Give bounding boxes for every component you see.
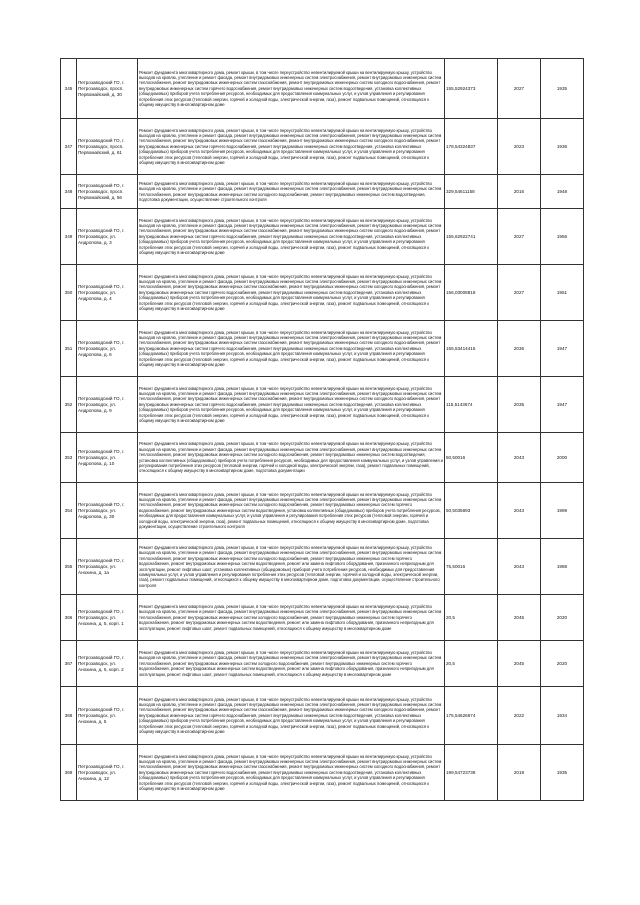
row-value-text: 155,62922741 bbox=[446, 234, 476, 239]
row-number-text: 349 bbox=[64, 234, 73, 239]
row-planned-year-text: 2036 bbox=[513, 346, 525, 351]
row-value bbox=[445, 433, 498, 483]
row-work-list bbox=[138, 175, 445, 209]
row-value bbox=[445, 119, 498, 175]
row-build-year-text: 1988 bbox=[556, 564, 568, 569]
row-build-year-text: 1936 bbox=[556, 144, 568, 149]
row-value-text: 156,03008818 bbox=[446, 290, 476, 295]
row-planned-year bbox=[498, 745, 541, 801]
row-work-list bbox=[138, 483, 445, 539]
row-number bbox=[61, 377, 77, 433]
row-value bbox=[445, 745, 498, 801]
row-address bbox=[77, 209, 138, 265]
row-work-list bbox=[138, 539, 445, 595]
row-address bbox=[77, 377, 138, 433]
row-value-text: 329,54611158 bbox=[446, 189, 475, 194]
row-planned-year bbox=[498, 321, 541, 377]
row-build-year-text: 1947 bbox=[556, 402, 568, 407]
row-build-year bbox=[541, 483, 584, 539]
row-value-text: 50,5035893 bbox=[446, 508, 471, 513]
row-number bbox=[61, 433, 77, 483]
row-work-list bbox=[138, 745, 445, 801]
row-work-list bbox=[138, 595, 445, 641]
row-address bbox=[77, 745, 138, 801]
row-value-text: 178,54324837 bbox=[446, 144, 476, 149]
table-row bbox=[61, 119, 584, 175]
row-planned-year-text: 2027 bbox=[513, 86, 525, 91]
row-number-text: 366 bbox=[64, 615, 73, 620]
row-number bbox=[61, 321, 77, 377]
table-row bbox=[61, 175, 584, 209]
capital-repair-table bbox=[60, 58, 584, 801]
row-address-text: Петрозаводский ГО, г. Петрозаводск, ул. Анохина, д. 12 bbox=[78, 763, 125, 781]
row-number-text: 347 bbox=[64, 144, 73, 149]
row-build-year bbox=[541, 433, 584, 483]
row-work-list-text: Ремонт фундамента многоквартирного дома, ремонт крыши, в том числе переустройство невентилируемой крыши на вентилируемую крышу, устройство выходов на кровлю, утепление и ремонт фасада, ремонт внутридомовых инженерных систем электроснабжения, ремонт внутридомовых инженерных систем теплоснабжения, ремонт внутридомовых инженерных систем холодного водоснабжения, ремонт внутридомовых инженерных систем водоотведения, установка коллективных (общедомовых) приборов учета потребления ресурсов, необходимых для предоставления коммунальных услуг, и узлов управления и регулирования потребления этих ресурсов (тепловой энергии, горячей и холодной воды, электрической энергии, газа), ремонт подвальных помещений, относящихся к общему имуществу в многоквартирном доме, подготовка документации bbox=[139, 441, 443, 474]
row-address-text: Петрозаводский ГО, г. Петрозаводск, ул. Андропова, д. 9 bbox=[78, 395, 125, 413]
row-value-text: 20,5 bbox=[446, 661, 455, 666]
table-row bbox=[61, 641, 584, 687]
row-planned-year bbox=[498, 119, 541, 175]
row-build-year-text: 1951 bbox=[556, 290, 568, 295]
row-address-text: Петрозаводский ГО, г. Петрозаводск, ул. Андропова, д. 30 bbox=[78, 501, 125, 519]
row-planned-year bbox=[498, 539, 541, 595]
row-work-list bbox=[138, 59, 445, 119]
row-work-list-text: Ремонт фундамента многоквартирного дома, ремонт крыши, в том числе переустройство невентилируемой крыши на вентилируемую крышу, устройство выходов на кровлю, утепление и ремонт фасада, ремонт внутридомовых инженерных систем электроснабжения, ремонт внутридомовых инженерных систем теплоснабжения, ремонт внутридомовых инженерных систем холодного водоснабжения, ремонт внутридомовых инженерных систем водоотведения, подготовка документации, осуществление строительного контроля bbox=[139, 180, 442, 202]
row-build-year-text: 1948 bbox=[556, 189, 568, 194]
row-value bbox=[445, 321, 498, 377]
row-address-text: Петрозаводский ГО, г. Петрозаводск, ул. Андропова, д. 3 bbox=[78, 227, 125, 245]
row-value-text: 50,50016 bbox=[446, 455, 466, 460]
row-number bbox=[61, 209, 77, 265]
table-row bbox=[61, 209, 584, 265]
row-build-year-text: 1935 bbox=[556, 770, 568, 775]
row-address-text: Петрозаводский ГО, г. Петрозаводск, ул. Анохина, д. 5, корп. 2 bbox=[78, 654, 125, 672]
row-build-year-text: 1999 bbox=[556, 508, 568, 513]
row-value bbox=[445, 539, 498, 595]
row-planned-year bbox=[498, 59, 541, 119]
row-work-list bbox=[138, 687, 445, 745]
row-number-text: 350 bbox=[64, 290, 73, 295]
row-work-list bbox=[138, 433, 445, 483]
row-value bbox=[445, 209, 498, 265]
row-build-year bbox=[541, 377, 584, 433]
row-planned-year bbox=[498, 687, 541, 745]
row-planned-year bbox=[498, 595, 541, 641]
row-planned-year-text: 2027 bbox=[513, 234, 525, 239]
row-address-text: Петрозаводский ГО, г. Петрозаводск, ул. Андропова, д. 10 bbox=[78, 448, 125, 466]
table-row bbox=[61, 745, 584, 801]
row-value bbox=[445, 175, 498, 209]
table-row bbox=[61, 483, 584, 539]
row-work-list bbox=[138, 119, 445, 175]
row-work-list bbox=[138, 265, 445, 321]
row-build-year bbox=[541, 59, 584, 119]
row-number-text: 352 bbox=[64, 402, 73, 407]
table-row bbox=[61, 687, 584, 745]
row-number bbox=[61, 175, 77, 209]
row-value-text: 20,5 bbox=[446, 615, 455, 620]
row-work-list-text: Ремонт фундамента многоквартирного дома, ремонт крыши, в том числе переустройство невентилируемой крыши на вентилируемую крышу, устройство выходов на кровлю, утепление и ремонт фасада, ремонт внутридомовых инженерных систем электроснабжения, ремонт внутридомовых инженерных систем теплоснабжения, ремонт внутридомовых инженерных систем холодного водоснабжения, ремонт внутридомовых инженерных систем горячего водоснабжения, ремонт внутридомовых инженерных систем водоотведения, ремонт или замена лифтового оборудования, признанного непригодным для эксплуатации, ремонт лифтовых шахт, ремонт подвальных помещений, относящихся к общему имуществу в многоквартирном доме bbox=[139, 649, 442, 677]
row-build-year bbox=[541, 175, 584, 209]
row-number bbox=[61, 539, 77, 595]
row-build-year bbox=[541, 119, 584, 175]
row-number bbox=[61, 59, 77, 119]
row-address bbox=[77, 119, 138, 175]
row-build-year-text: 2020 bbox=[556, 615, 568, 620]
row-planned-year bbox=[498, 209, 541, 265]
row-address-text: Петрозаводский ГО, г. Петрозаводск, ул. Андропова, д. 6 bbox=[78, 339, 125, 357]
row-planned-year bbox=[498, 377, 541, 433]
row-work-list bbox=[138, 209, 445, 265]
row-build-year-text: 1935 bbox=[556, 86, 568, 91]
row-number-text: 348 bbox=[64, 189, 73, 194]
row-build-year bbox=[541, 641, 584, 687]
row-number bbox=[61, 265, 77, 321]
table-row bbox=[61, 539, 584, 595]
row-value-text: 75,50016 bbox=[446, 564, 466, 569]
row-planned-year-text: 2045 bbox=[513, 615, 525, 620]
table-body bbox=[61, 59, 584, 801]
row-number bbox=[61, 745, 77, 801]
row-value-text: 199,54723738 bbox=[446, 770, 476, 775]
row-planned-year-text: 2016 bbox=[513, 189, 525, 194]
row-address-text: Петрозаводский ГО, г. Петрозаводск, ул. Анохина, д. 1а bbox=[78, 557, 125, 575]
row-build-year-text: 1956 bbox=[556, 234, 568, 239]
row-planned-year-text: 2027 bbox=[513, 290, 525, 295]
row-planned-year-text: 2043 bbox=[513, 564, 525, 569]
row-value-text: 175,54626674 bbox=[446, 713, 476, 718]
row-address bbox=[77, 641, 138, 687]
row-build-year bbox=[541, 745, 584, 801]
row-planned-year bbox=[498, 641, 541, 687]
row-planned-year-text: 2043 bbox=[513, 455, 525, 460]
row-value bbox=[445, 595, 498, 641]
row-address bbox=[77, 321, 138, 377]
table-row bbox=[61, 377, 584, 433]
row-build-year-text: 2020 bbox=[556, 661, 568, 666]
row-planned-year-text: 2023 bbox=[513, 144, 525, 149]
table-row bbox=[61, 59, 584, 119]
row-address bbox=[77, 687, 138, 745]
row-work-list-text: Ремонт фундамента многоквартирного дома, ремонт крыши, в том числе переустройство невентилируемой крыши на вентилируемую крышу, устройство выходов на кровлю, утепление и ремонт фасада, ремонт внутридомовых инженерных систем электроснабжения, ремонт внутридомовых инженерных систем теплоснабжения, ремонт внутридомовых инженерных систем газоснабжения, ремонт внутридомовых инженерных систем холодного водоснабжения, ремонт внутридомовых инженерных систем горячего водоснабжения, ремонт внутридомовых инженерных систем водоотведения, установка коллективных (общедомовых) приборов учета потребления ресурсов, необходимых для предоставления коммунальных услуг, и узлов управления и регулирования потребления этих ресурсов (тепловой энергии, горячей и холодной воды, электрической энергии, газа), ремонт подвальных помещений, относящихся к общему имуществу в многоквартирном доме bbox=[139, 329, 442, 368]
row-address bbox=[77, 483, 138, 539]
row-number-text: 345 bbox=[64, 86, 73, 91]
row-address-text: Петрозаводский ГО, г. Петрозаводск, ул. Анохина, д. 5, корп. 1 bbox=[78, 608, 125, 626]
row-work-list-text: Ремонт фундамента многоквартирного дома, ремонт крыши, в том числе переустройство невентилируемой крыши на вентилируемую крышу, устройство выходов на кровлю, утепление и ремонт фасада, ремонт внутридомовых инженерных систем электроснабжения, ремонт внутридомовых инженерных систем теплоснабжения, ремонт внутридомовых инженерных систем холодного водоснабжения, ремонт внутридомовых инженерных систем горячего водоснабжения, ремонт внутридомовых инженерных систем водоотведения, ремонт или замена лифтового оборудования, признанного непригодным для эксплуатации, ремонт лифтовых шахт, установка коллективных (общедомовых) приборов учета потребления ресурсов, необходимых для предоставления коммунальных услуг, и узлов управления и регулирования потребления этих ресурсов (тепловой энергии, горячей и холодной воды, электрической энергии, газа), ремонт подвальных помещений, относящихся к общему имуществу в многоквартирном доме, подготовка документации, осуществление строительного контроля bbox=[139, 544, 442, 588]
row-number-text: 353 bbox=[64, 455, 73, 460]
row-work-list-text: Ремонт фундамента многоквартирного дома, ремонт крыши, в том числе переустройство невентилируемой крыши на вентилируемую крышу, устройство выходов на кровлю, утепление и ремонт фасада, ремонт внутридомовых инженерных систем электроснабжения, ремонт внутридомовых инженерных систем теплоснабжения, ремонт внутридомовых инженерных систем газоснабжения, ремонт внутридомовых инженерных систем холодного водоснабжения, ремонт внутридомовых инженерных систем горячего водоснабжения, ремонт внутридомовых инженерных систем водоотведения, установка коллективных (общедомовых) приборов учета потребления ресурсов, необходимых для предоставления коммунальных услуг, и узлов управления и регулирования потребления этих ресурсов (тепловой энергии, горячей и холодной воды, электрической энергии, газа), ремонт подвальных помещений, относящихся к общему имуществу в многоквартирном доме bbox=[139, 273, 442, 312]
row-address bbox=[77, 595, 138, 641]
row-work-list-text: Ремонт фундамента многоквартирного дома, ремонт крыши, в том числе переустройство невентилируемой крыши на вентилируемую крышу, устройство выходов на кровлю, утепление и ремонт фасада, ремонт внутридомовых инженерных систем электроснабжения, ремонт внутридомовых инженерных систем теплоснабжения, ремонт внутридомовых инженерных систем газоснабжения, ремонт внутридомовых инженерных систем холодного водоснабжения, ремонт внутридомовых инженерных систем горячего водоснабжения, ремонт внутридомовых инженерных систем водоотведения, установка коллективных (общедомовых) приборов учета потребления ресурсов, необходимых для предоставления коммунальных услуг, и узлов управления и регулирования потребления этих ресурсов (тепловой энергии, горячей и холодной воды, электрической энергии, газа), ремонт подвальных помещений, относящихся к общему имуществу в многоквартирном доме bbox=[139, 217, 442, 256]
row-value bbox=[445, 377, 498, 433]
table-row bbox=[61, 433, 584, 483]
row-number-text: 369 bbox=[64, 770, 73, 775]
row-work-list-text: Ремонт фундамента многоквартирного дома, ремонт крыши, в том числе переустройство невентилируемой крыши на вентилируемую крышу, устройство выходов на кровлю, утепление и ремонт фасада, ремонт внутридомовых инженерных систем электроснабжения, ремонт внутридомовых инженерных систем теплоснабжения, ремонт внутридомовых инженерных систем газоснабжения, ремонт внутридомовых инженерных систем холодного водоснабжения, ремонт внутридомовых инженерных систем горячего водоснабжения, ремонт внутридомовых инженерных систем водоотведения, установка коллективных (общедомовых) приборов учета потребления ресурсов, необходимых для предоставления коммунальных услуг, и узлов управления и регулирования потребления этих ресурсов (тепловой энергии, горячей и холодной воды, электрической энергии, газа), ремонт подвальных помещений, относящихся к общему имуществу в многоквартирном доме bbox=[139, 127, 442, 166]
row-planned-year bbox=[498, 265, 541, 321]
row-build-year bbox=[541, 687, 584, 745]
row-work-list-text: Ремонт фундамента многоквартирного дома, ремонт крыши, в том числе переустройство невентилируемой крыши на вентилируемую крышу, устройство выходов на кровлю, утепление и ремонт фасада, ремонт внутридомовых инженерных систем электроснабжения, ремонт внутридомовых инженерных систем теплоснабжения, ремонт внутридомовых инженерных систем газоснабжения, ремонт внутридомовых инженерных систем холодного водоснабжения, ремонт внутридомовых инженерных систем горячего водоснабжения, ремонт внутридомовых инженерных систем водоотведения, установка коллективных (общедомовых) приборов учета потребления ресурсов, необходимых для предоставления коммунальных услуг, и узлов управления и регулирования потребления этих ресурсов (тепловой энергии, горячей и холодной воды, электрической энергии, газа), ремонт подвальных помещений, относящихся к общему имуществу в многоквартирном доме bbox=[139, 385, 442, 424]
row-value-text: 115,5143674 bbox=[446, 402, 473, 407]
row-value-text: 155,53414415 bbox=[446, 346, 476, 351]
row-value bbox=[445, 641, 498, 687]
row-value-text: 155,52924373 bbox=[446, 86, 476, 91]
row-work-list-text: Ремонт фундамента многоквартирного дома, ремонт крыши, в том числе переустройство невентилируемой крыши на вентилируемую крышу, устройство выходов на кровлю, утепление и ремонт фасада, ремонт внутридомовых инженерных систем электроснабжения, ремонт внутридомовых инженерных систем теплоснабжения, ремонт внутридомовых инженерных систем газоснабжения, ремонт внутридомовых инженерных систем холодного водоснабжения, ремонт внутридомовых инженерных систем горячего водоснабжения, ремонт внутридомовых инженерных систем водоотведения, установка коллективных (общедомовых) приборов учета потребления ресурсов, необходимых для предоставления коммунальных услуг, и узлов управления и регулирования потребления этих ресурсов (тепловой энергии, горячей и холодной воды, электрической энергии, газа), ремонт подвальных помещений, относящихся к общему имуществу в многоквартирном доме bbox=[139, 69, 442, 108]
row-planned-year bbox=[498, 175, 541, 209]
row-address-text: Петрозаводский ГО, г. Петрозаводск, просп. Первомайский, д. 61 bbox=[78, 137, 125, 155]
row-build-year-text: 2000 bbox=[556, 455, 568, 460]
row-planned-year-text: 2035 bbox=[513, 402, 525, 407]
row-address-text: Петрозаводский ГО, г. Петрозаводск, ул. Анохина, д. 5 bbox=[78, 706, 125, 724]
row-address bbox=[77, 175, 138, 209]
row-address-text: Петрозаводский ГО, г. Петрозаводск, просп. Первомайский, д. 56 bbox=[78, 182, 125, 200]
row-number bbox=[61, 641, 77, 687]
row-address bbox=[77, 265, 138, 321]
row-work-list bbox=[138, 641, 445, 687]
row-address bbox=[77, 59, 138, 119]
table-row bbox=[61, 321, 584, 377]
row-work-list-text: Ремонт фундамента многоквартирного дома, ремонт крыши, в том числе переустройство невентилируемой крыши на вентилируемую крышу, устройство выходов на кровлю, утепление и ремонт фасада, ремонт внутридомовых инженерных систем электроснабжения, ремонт внутридомовых инженерных систем теплоснабжения, ремонт внутридомовых инженерных систем газоснабжения, ремонт внутридомовых инженерных систем холодного водоснабжения, ремонт внутридомовых инженерных систем горячего водоснабжения, ремонт внутридомовых инженерных систем водоотведения, установка коллективных (общедомовых) приборов учета потребления ресурсов, необходимых для предоставления коммунальных услуг, и узлов управления и регулирования потребления этих ресурсов (тепловой энергии, горячей и холодной воды, электрической энергии, газа), ремонт подвальных помещений, относящихся к общему имуществу в многоквартирном доме bbox=[139, 696, 442, 735]
row-number-text: 368 bbox=[64, 713, 73, 718]
row-planned-year-text: 2019 bbox=[513, 770, 525, 775]
row-planned-year bbox=[498, 483, 541, 539]
row-work-list bbox=[138, 321, 445, 377]
row-build-year-text: 1947 bbox=[556, 346, 568, 351]
row-planned-year bbox=[498, 433, 541, 483]
row-number-text: 351 bbox=[64, 346, 73, 351]
row-work-list-text: Ремонт фундамента многоквартирного дома, ремонт крыши, в том числе переустройство невентилируемой крыши на вентилируемую крышу, устройство выходов на кровлю, утепление и ремонт фасада, ремонт внутридомовых инженерных систем электроснабжения, ремонт внутридомовых инженерных систем теплоснабжения, ремонт внутридомовых инженерных систем холодного водоснабжения, ремонт внутридомовых инженерных систем горячего водоснабжения, ремонт внутридомовых инженерных систем водоотведения, установка коллективных (общедомовых) приборов учета потребления ресурсов, необходимых для предоставления коммунальных услуг, и узлов управления и регулирования потребления этих ресурсов (тепловой энергии, горячей и холодной воды, электрической энергии, газа), ремонт подвальных помещений, относящихся к общему имуществу в многоквартирном доме, подготовка документации, осуществление строительного контроля bbox=[139, 491, 442, 530]
row-number bbox=[61, 595, 77, 641]
row-build-year bbox=[541, 539, 584, 595]
row-address bbox=[77, 539, 138, 595]
row-work-list bbox=[138, 377, 445, 433]
row-number-text: 354 bbox=[64, 508, 73, 513]
table-row bbox=[61, 595, 584, 641]
row-planned-year-text: 2022 bbox=[513, 713, 525, 718]
row-build-year-text: 1934 bbox=[556, 713, 568, 718]
row-address-text: Петрозаводский ГО, г. Петрозаводск, ул. Андропова, д. 4 bbox=[78, 283, 125, 301]
row-number bbox=[61, 119, 77, 175]
row-planned-year-text: 2045 bbox=[513, 661, 525, 666]
row-value bbox=[445, 59, 498, 119]
row-work-list-text: Ремонт фундамента многоквартирного дома, ремонт крыши, в том числе переустройство невентилируемой крыши на вентилируемую крышу, устройство выходов на кровлю, утепление и ремонт фасада, ремонт внутридомовых инженерных систем электроснабжения, ремонт внутридомовых инженерных систем теплоснабжения, ремонт внутридомовых инженерных систем холодного водоснабжения, ремонт внутридомовых инженерных систем горячего водоснабжения, ремонт внутридомовых инженерных систем водоотведения, ремонт или замена лифтового оборудования, признанного непригодным для эксплуатации, ремонт лифтовых шахт, ремонт подвальных помещений, относящихся к общему имуществу в многоквартирном доме bbox=[139, 603, 442, 631]
row-number-text: 355 bbox=[64, 564, 73, 569]
row-address bbox=[77, 433, 138, 483]
row-build-year bbox=[541, 209, 584, 265]
row-value bbox=[445, 483, 498, 539]
row-number-text: 367 bbox=[64, 661, 73, 666]
row-build-year bbox=[541, 595, 584, 641]
row-planned-year-text: 2043 bbox=[513, 508, 525, 513]
row-value bbox=[445, 265, 498, 321]
table-row bbox=[61, 265, 584, 321]
row-build-year bbox=[541, 265, 584, 321]
row-build-year bbox=[541, 321, 584, 377]
row-work-list-text: Ремонт фундамента многоквартирного дома, ремонт крыши, в том числе переустройство невентилируемой крыши на вентилируемую крышу, устройство выходов на кровлю, утепление и ремонт фасада, ремонт внутридомовых инженерных систем электроснабжения, ремонт внутридомовых инженерных систем теплоснабжения, ремонт внутридомовых инженерных систем газоснабжения, ремонт внутридомовых инженерных систем холодного водоснабжения, ремонт внутридомовых инженерных систем горячего водоснабжения, ремонт внутридомовых инженерных систем водоотведения, установка коллективных (общедомовых) приборов учета потребления ресурсов, необходимых для предоставления коммунальных услуг, и узлов управления и регулирования потребления этих ресурсов (тепловой энергии, горячей и холодной воды, электрической энергии, газа), ремонт подвальных помещений, относящихся к общему имуществу в многоквартирном доме bbox=[139, 753, 442, 792]
row-number bbox=[61, 483, 77, 539]
row-address-text: Петрозаводский ГО, г. Петрозаводск, просп. Первомайский, д. 30 bbox=[78, 79, 125, 97]
row-number bbox=[61, 687, 77, 745]
row-value bbox=[445, 687, 498, 745]
